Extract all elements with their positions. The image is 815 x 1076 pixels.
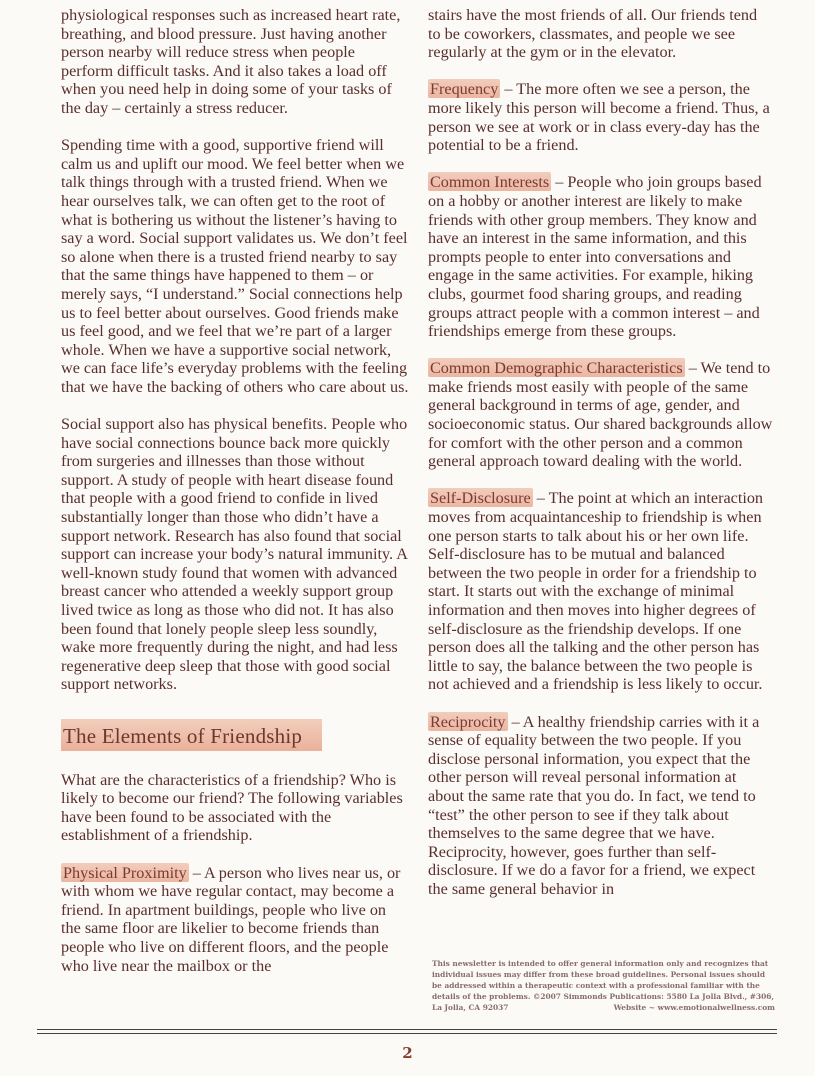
paragraph-frequency xyxy=(428,80,773,154)
page-number: 2 xyxy=(402,1044,413,1062)
disclaimer-text: This newsletter is intended to offer general information only and recognizes that individual issues may differ from these broad guidelines. Personal issues should be addressed within a therapeutic context with a professional familiar with the details of the problems. ©2007 Simmonds Publications: 5580 La Jolla Blvd., #306, xyxy=(432,959,775,1001)
paragraph-supportive-friend: Spending time with a good, supportive friend will calm us and uplift our mood. We feel better when we talk things through with a trusted friend. When we hear ourselves talk, we can often get to the root of what is bothering us without the listener’s having to say a word. Social support validates us. We don’t feel so alone when there is a trusted friend nearby to say that the same things have happened to them – or merely says, “I understand.” Social connections help us to feel better about ourselves. Good friends make us feel good, and we feel that we’re part of a larger whole. When we have a supportive social network, we can face life’s everyday problems with the feeling that we have the backing of others who care about us. xyxy=(61,136,409,396)
disclaimer-address-line xyxy=(432,1002,775,1013)
right-column xyxy=(428,6,773,917)
section-title: The Elements of Friendship xyxy=(61,719,322,751)
text-common-interests: – People who join groups based on a hobby or another interest are likely to make friends with other group members. They know and have an interest in the same information, and this prompts people to enter into conversations and engage in the same activities. For example, hiking clubs, gourmet food sharing groups, and reading groups attract people with a common interest – and friendships emerge from these groups. xyxy=(428,173,762,341)
paragraph-stairs: stairs have the most friends of all. Our friends tend to be coworkers, classmates, and people we see regularly at the gym or in the elevator. xyxy=(428,6,758,62)
disclaimer-city: La Jolla, CA 92037 xyxy=(432,1003,509,1012)
paragraph-physical-benefits: Social support also has physical benefits. People who have social connections bounce back more quickly from surgeries and illnesses than those without support. A study of people with heart disease found that people with a good friend to confide in lived substantially longer than those who didn’t have a support network. Research has also found that social support can increase your body’s natural immunity. A well-known study found that women with advanced breast cancer who attended a weekly support group lived twice as long as those who did not. It has also been found that lonely people sleep less soundly, wake more frequently during the night, and had less regenerative deep sleep that those with good social support networks. xyxy=(61,415,408,694)
term-demographic: Common Demographic Characteristics xyxy=(430,359,683,378)
text-demographic: – We tend to make friends most easily with people of the same general background in terms of age, gender, and socioeconomic status. Our shared backgrounds allow for comfort with the other person and a common general approach toward dealing with the world. xyxy=(428,359,773,471)
term-physical-proximity: Physical Proximity xyxy=(63,863,187,882)
text-self-disclosure: – The point at which an interaction moves from acquaintanceship to friendship is when one person starts to talk about his or her own life. Self-disclosure has to be mutual and balanced between the two people in order for a friendship to start. It starts out with the exchange of minimal information and then moves into higher degrees of self-disclosure as the friendship develops. If one person does all the talking and the other person has little to say, the balance between the two people is not achieved and a friendship is less likely to occur. xyxy=(428,489,764,694)
paragraph-characteristics: What are the characteristics of a friendship? Who is likely to become our friend? The following variables have been found to be associated with the establishment of a friendship. xyxy=(61,770,403,845)
section-heading-elements xyxy=(61,713,409,771)
text-reciprocity: – A healthy friendship carries with it a sense of equality between the two people. If you disclose personal information, you expect that the other person will reveal personal information at about the same rate that you do. In fact, we tend to “test” the other person to see if they talk about themselves to the same degree that we have. Reciprocity, however, goes further than self-disclosure. If we do a favor for a friend, we expect the same general behavior in xyxy=(428,712,760,898)
paragraph-physical-proximity xyxy=(61,864,409,976)
term-common-interests: Common Interests xyxy=(430,173,550,192)
term-frequency: Frequency xyxy=(430,80,499,99)
disclaimer-website: Website ~ www.emotionalwellness.com xyxy=(613,1003,775,1012)
paragraph-stress: physiological responses such as increased heart rate, breathing, and blood pressure. Just having another person nearby will reduce stress when people perform difficult tasks. And it also takes a load off when you need help in doing some of your tasks of the day – certainly a stress reducer. xyxy=(61,6,401,117)
term-self-disclosure: Self-Disclosure xyxy=(430,489,531,508)
paragraph-common-interests xyxy=(428,173,773,340)
text-physical-proximity: – A person who lives near us, or with whom we have regular contact, may become a friend. In apartment buildings, people who live on the same floor are likelier to become friends than people who live on different floors, and the people who live near the mailbox or the xyxy=(61,863,401,975)
paragraph-reciprocity xyxy=(428,713,773,899)
footer-disclaimer xyxy=(432,958,775,1013)
left-column xyxy=(61,6,409,994)
paragraph-self-disclosure xyxy=(428,489,773,694)
paragraph-demographic xyxy=(428,359,773,471)
term-reciprocity: Reciprocity xyxy=(430,712,506,731)
footer-rule-top xyxy=(37,1029,777,1030)
text-frequency: – The more often we see a person, the more likely this person will become a friend. Thus, a person we see at work or in class every-day has the potential to be a friend. xyxy=(428,80,770,155)
footer-rule-bottom xyxy=(37,1033,777,1034)
